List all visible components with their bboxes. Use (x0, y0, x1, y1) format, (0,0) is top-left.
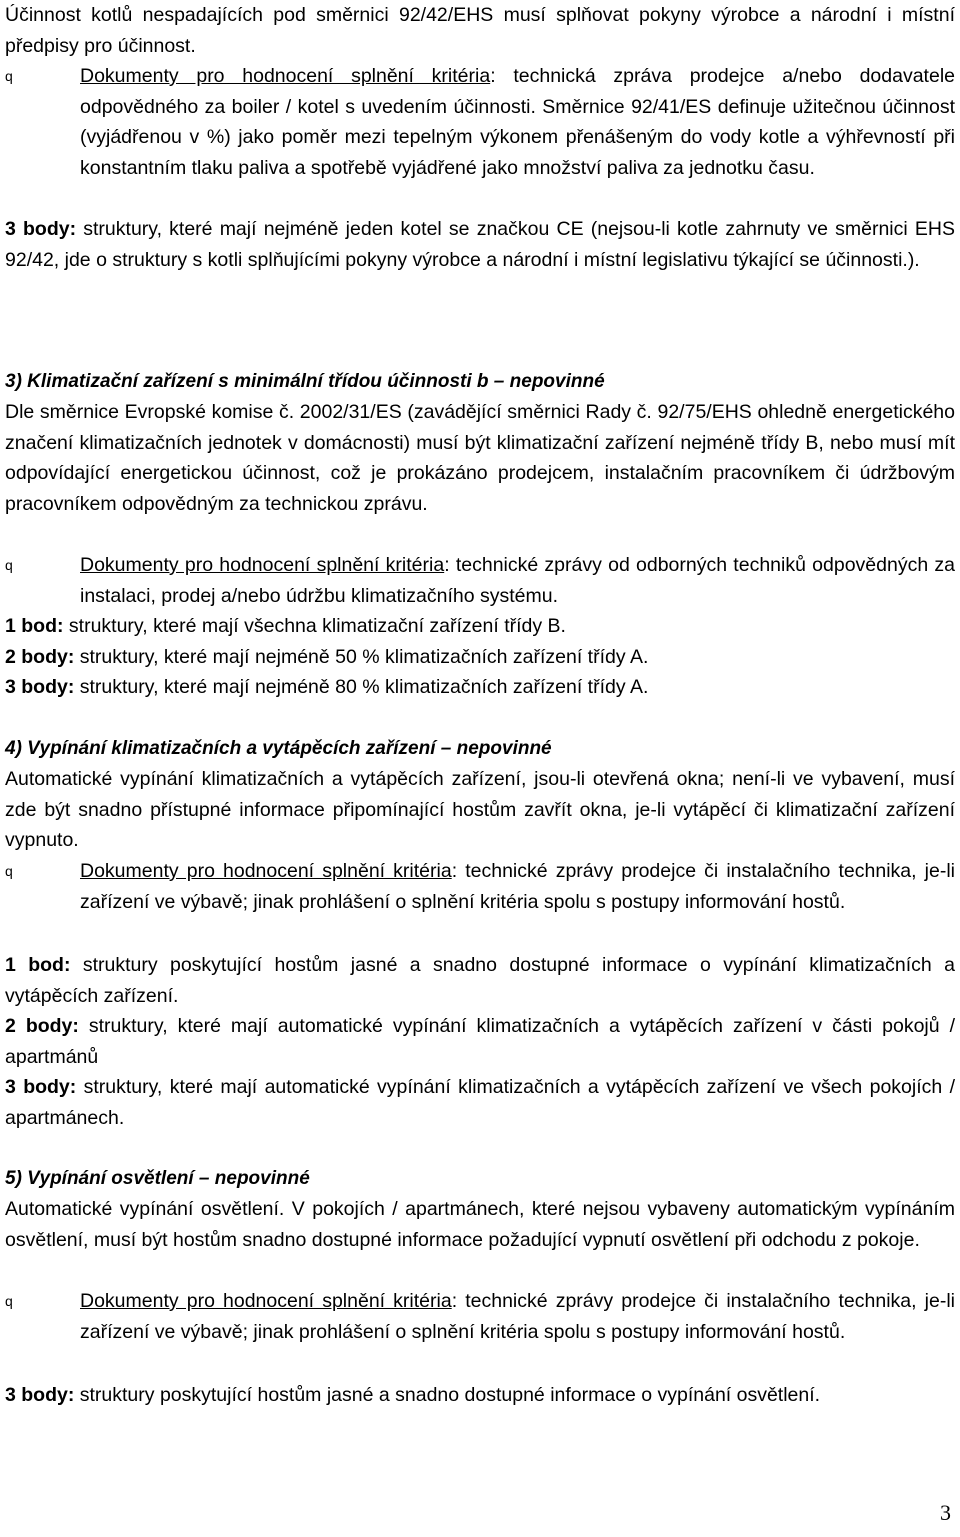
score-text: struktury, které mají automatické vypínání klimatizačních a vytápěcích zařízení ve všech pokojích / apartmánech. (5, 1076, 955, 1129)
bullet-marker: q (5, 68, 13, 84)
paragraph-text: Účinnost kotlů nespadajících pod směrnici 92/42/EHS musí splňovat pokyny výrobce a národní i místní předpisy pro účinnost. (5, 4, 955, 57)
score-label: 1 bod: (5, 615, 64, 637)
score-2-heating (5, 1011, 955, 1072)
bullet-documents-boiler (5, 61, 955, 183)
score-2-ac (5, 642, 955, 673)
bullet-marker: q (5, 863, 13, 879)
section-heading-3: 3) Klimatizační zařízení s minimální třídou účinnosti b – nepovinné (5, 371, 605, 392)
paragraph-text: Dle směrnice Evropské komise č. 2002/31/ES (zavádějící směrnici Rady č. 92/75/EHS ohledně energetického značení klimatizačních jednotek v domácnosti) musí být klimatizační zařízení nejméně třídy B, nebo musí mít odpovídající energetickou účinnost, což je prokázáno prodejcem, instalačním pracovníkem či údržbovým pracovníkem odpovědným za technickou zprávu. (5, 401, 955, 515)
criteria-label: Dokumenty pro hodnocení splnění kritéria (80, 65, 491, 87)
criteria-text: : technická zpráva prodejce a/nebo dodavatele odpovědného za boiler / kotel s uvedením účinnosti. Směrnice 92/41/ES definuje užitečnou účinnost (vyjádřenou v %) jako poměr mezi tepelným výkonem přenášeným do vody kotle a výhřevností při konstantním tlaku paliva a spotřebě vyjádřené jako množství paliva za jednotku času. (80, 65, 955, 179)
paragraph-text: Automatické vypínání klimatizačních a vytápěcích zařízení, jsou-li otevřená okna; není-li ve vybavení, musí zde být snadno přístupné informace připomínající hostům zavřít okna, je-li vytápěcí či klimatizační zařízení vypnuto. (5, 768, 955, 851)
paragraph-text: Automatické vypínání osvětlení. V pokojích / apartmánech, které nejsou vybaveny automatickým vypínáním osvětlení, musí být hostům snadno dostupné informace požadující vypnutí osvětlení při odchodu z pokoje. (5, 1198, 955, 1251)
section-heading-5: 5) Vypínání osvětlení – nepovinné (5, 1168, 310, 1189)
paragraph-lighting-shutoff (5, 1194, 955, 1255)
score-3-heating (5, 1072, 955, 1133)
score-label: 2 body: (5, 1015, 79, 1037)
bullet-documents-lighting (5, 1286, 955, 1347)
score-text: struktury poskytující hostům jasné a snadno dostupné informace o vypínání klimatizačních a vytápěcích zařízení. (5, 954, 955, 1007)
score-3-boiler (5, 214, 955, 275)
criteria-label: Dokumenty pro hodnocení splnění kritéria (80, 1290, 452, 1312)
page-number: 3 (940, 1500, 951, 1525)
criteria-label: Dokumenty pro hodnocení splnění kritéria (80, 860, 452, 882)
paragraph-air-conditioning (5, 397, 955, 519)
score-label: 3 body: (5, 676, 75, 698)
paragraph-heating-shutoff (5, 764, 955, 856)
score-text: struktury, které mají nejméně 80 % klimatizačních zařízení třídy A. (74, 676, 649, 698)
score-text: struktury, které mají nejméně jeden kotel se značkou CE (nejsou-li kotle zahrnuty ve směrnici EHS 92/42, jde o struktury s kotli splňujícími pokyny výrobce a národní i místní legislativu týkající se účinnosti.). (5, 218, 955, 271)
bullet-documents-ac (5, 550, 955, 611)
score-label: 1 bod: (5, 954, 71, 976)
score-3-ac (5, 672, 955, 703)
section-heading-4: 4) Vypínání klimatizačních a vytápěcích zařízení – nepovinné (5, 738, 552, 759)
criteria-label: Dokumenty pro hodnocení splnění kritéria (80, 554, 445, 576)
criteria-text: : technické zprávy prodejce či instalačního technika, je-li zařízení ve výbavě; jinak prohlášení o splnění kritéria spolu s postupy informování hostů. (80, 1290, 955, 1343)
score-text: struktury, které mají všechna klimatizační zařízení třídy B. (63, 615, 566, 637)
score-label: 3 body: (5, 218, 77, 240)
score-label: 3 body: (5, 1384, 75, 1406)
paragraph-boiler-efficiency (5, 0, 955, 61)
score-3-lighting (5, 1380, 955, 1411)
score-1-heating (5, 950, 955, 1011)
score-label: 2 body: (5, 646, 75, 668)
score-label: 3 body: (5, 1076, 77, 1098)
bullet-documents-heating (5, 856, 955, 917)
criteria-text: : technické zprávy prodejce či instalačního technika, je-li zařízení ve výbavě; jinak prohlášení o splnění kritéria spolu s postupy informování hostů. (80, 860, 955, 913)
criteria-text: : technické zprávy od odborných techniků odpovědných za instalaci, prodej a/nebo údržbu klimatizačního systému. (80, 554, 955, 607)
score-text: struktury poskytující hostům jasné a snadno dostupné informace o vypínání osvětlení. (74, 1384, 821, 1406)
bullet-marker: q (5, 557, 13, 573)
score-text: struktury, které mají nejméně 50 % klimatizačních zařízení třídy A. (74, 646, 649, 668)
bullet-marker: q (5, 1293, 13, 1309)
score-1-ac (5, 611, 955, 642)
score-text: struktury, které mají automatické vypínání klimatizačních a vytápěcích zařízení v části pokojů / apartmánů (5, 1015, 955, 1068)
